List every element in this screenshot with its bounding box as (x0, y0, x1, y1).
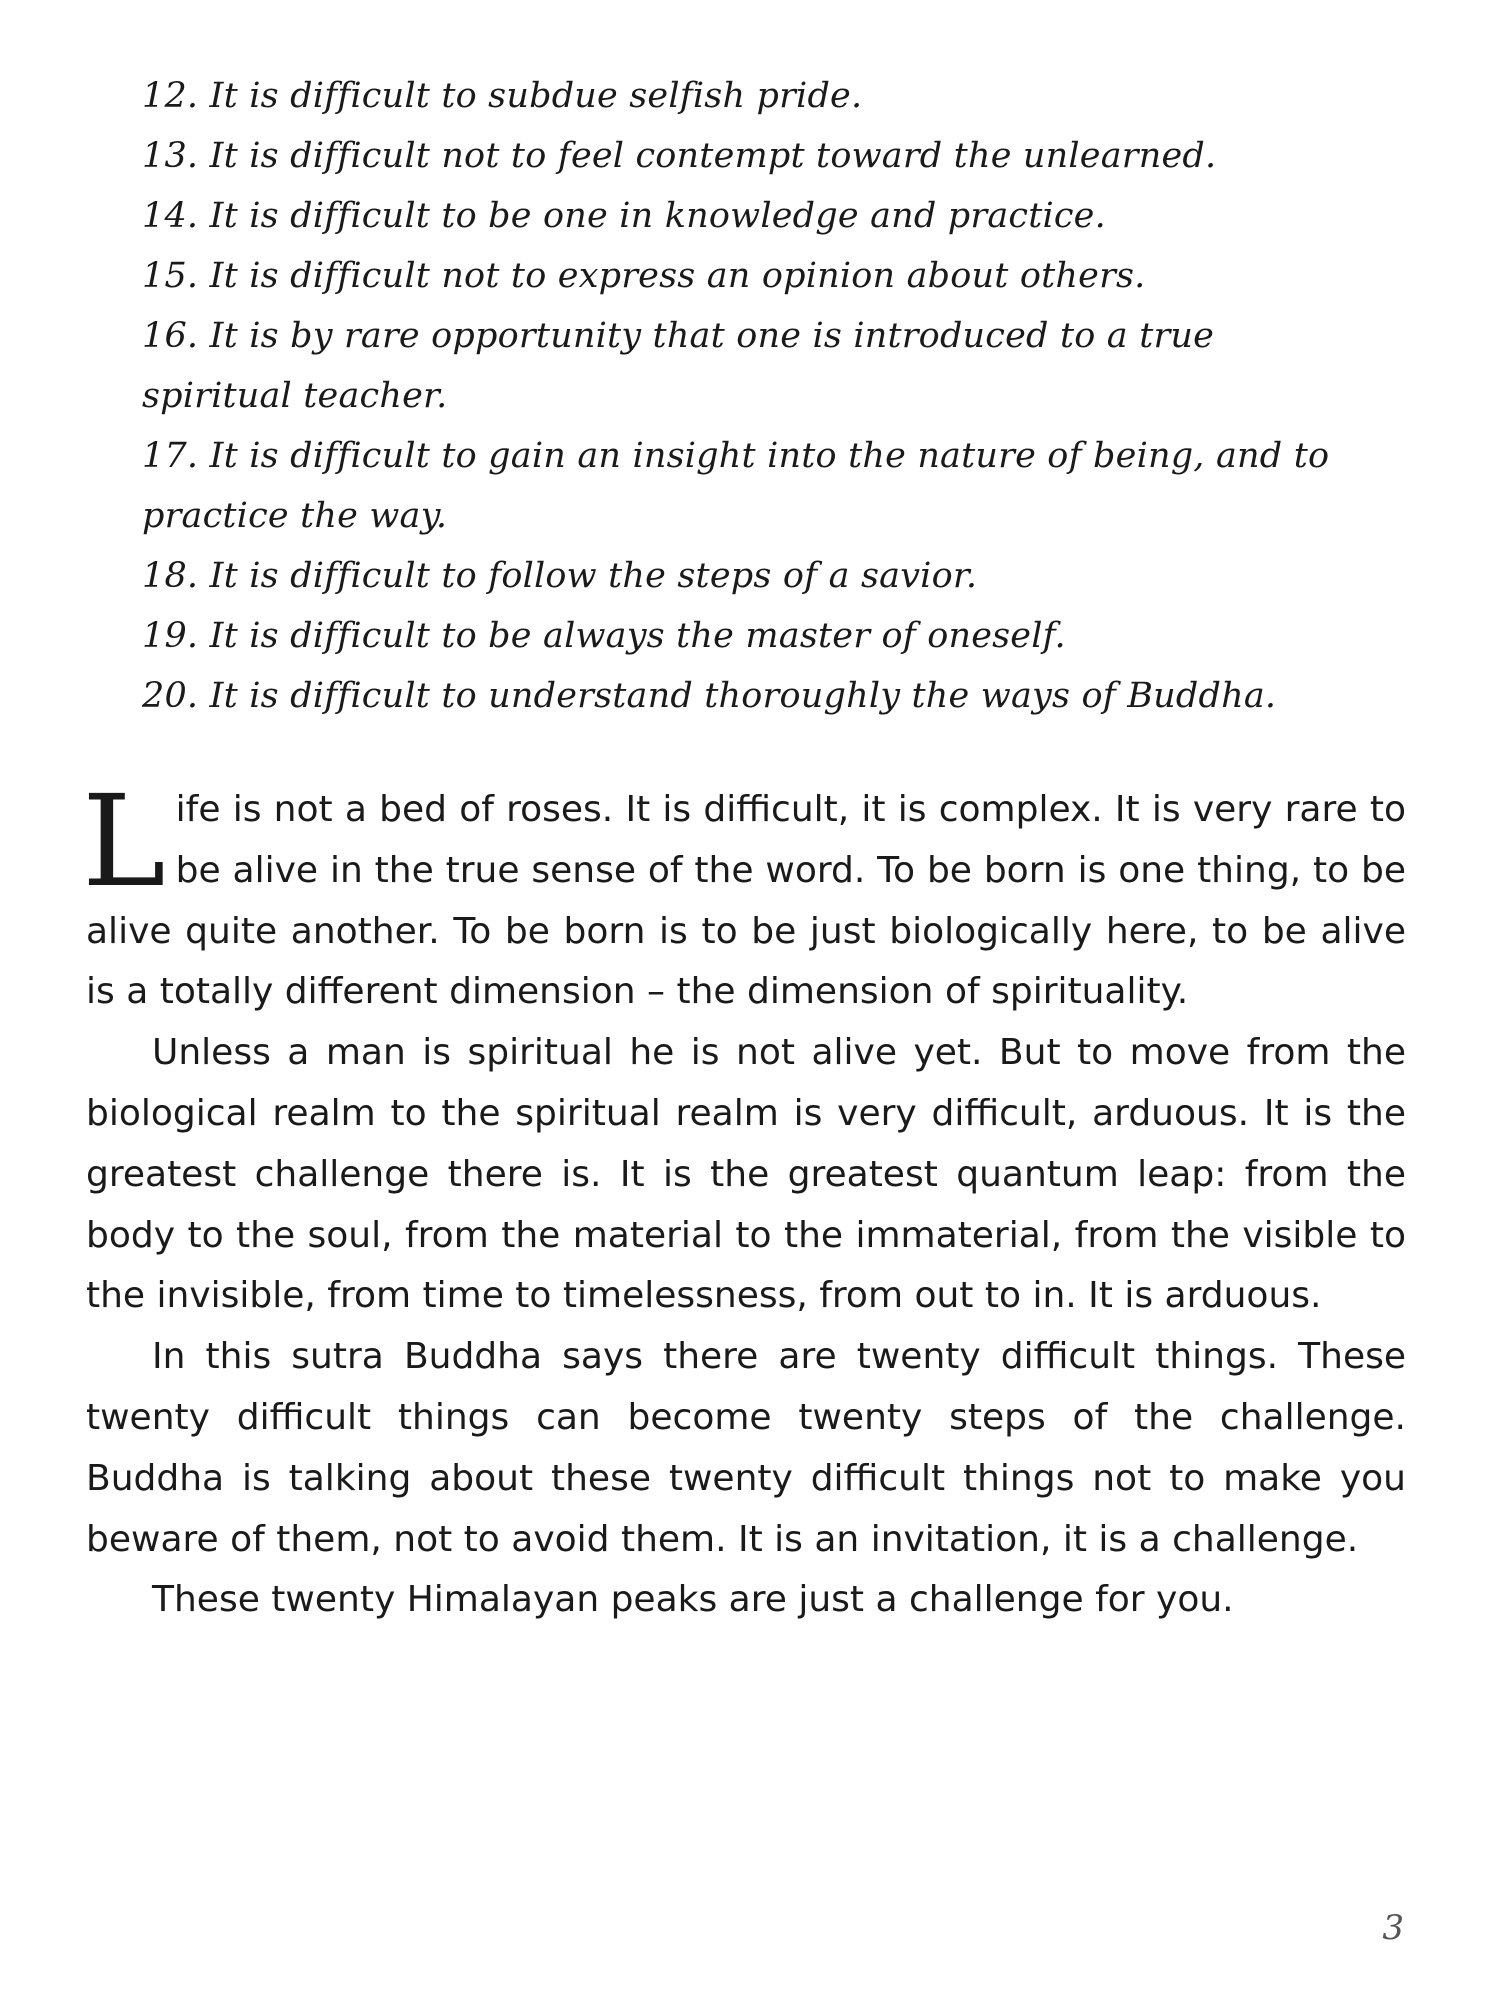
sutra-list (142, 66, 1412, 726)
drop-cap: L (82, 768, 166, 915)
item-number: 19. (142, 616, 199, 656)
item-continuation: spiritual teacher. (142, 376, 448, 416)
list-item (142, 546, 1412, 606)
item-number: 17. (142, 436, 199, 476)
list-item (142, 606, 1412, 666)
list-item (142, 426, 1412, 546)
body-text (82, 768, 1406, 1631)
paragraph: These twenty Himalayan peaks are just a challenge for you. (152, 1579, 1234, 1621)
page-number: 3 (1382, 1908, 1404, 1948)
list-item (142, 66, 1412, 126)
item-text: It is difficult to be always the master of oneself. (209, 616, 1066, 656)
item-number: 18. (142, 556, 199, 596)
item-text: It is difficult to follow the steps of a savior. (209, 556, 978, 596)
list-item (142, 306, 1412, 426)
paragraph: Unless a man is spiritual he is not alive yet. But to move from the biological realm to the spiritual realm is very difficult, arduous. It is the greatest challenge there is. It is the greatest quantum leap: from the body to the soul, from the material to the immaterial, from the visible to the invisible, from time to timelessness, from out to in. It is arduous. (86, 1032, 1406, 1317)
paragraph-text: ife is not a bed of roses. It is difficult, it is complex. It is very rare to be alive in the true sense of the word. To be born is one thing, to be alive quite another. To be born is to be just biologically here, to be alive is a totally different dimension – the dimension of spirituality. (86, 789, 1406, 1013)
paragraph: In this sutra Buddha says there are twenty difficult things. These twenty difficult things can become twenty steps of the challenge. Buddha is talking about these twenty difficult things not to make you beware of them, not to avoid them. It is an invitation, it is a challenge. (86, 1336, 1406, 1560)
list-item (142, 666, 1412, 726)
item-number: 15. (142, 256, 199, 296)
item-text: It is difficult to understand thoroughly the ways of Buddha. (209, 676, 1277, 716)
item-number: 14. (142, 196, 199, 236)
item-text: It is difficult to be one in knowledge and practice. (209, 196, 1106, 236)
item-text: It is by rare opportunity that one is introduced to a true (209, 316, 1215, 356)
paragraph (82, 768, 1406, 1023)
item-text: It is difficult to gain an insight into the nature of being, and to (209, 436, 1330, 476)
item-text: It is difficult not to express an opinion about others. (209, 256, 1146, 296)
item-number: 13. (142, 136, 199, 176)
item-text: It is difficult to subdue selfish pride. (209, 76, 863, 116)
item-number: 16. (142, 316, 199, 356)
item-number: 20. (142, 676, 199, 716)
list-item (142, 246, 1412, 306)
item-continuation: practice the way. (142, 496, 448, 536)
list-item (142, 186, 1412, 246)
item-text: It is difficult not to feel contempt toward the unlearned. (209, 136, 1217, 176)
item-number: 12. (142, 76, 199, 116)
list-item (142, 126, 1412, 186)
